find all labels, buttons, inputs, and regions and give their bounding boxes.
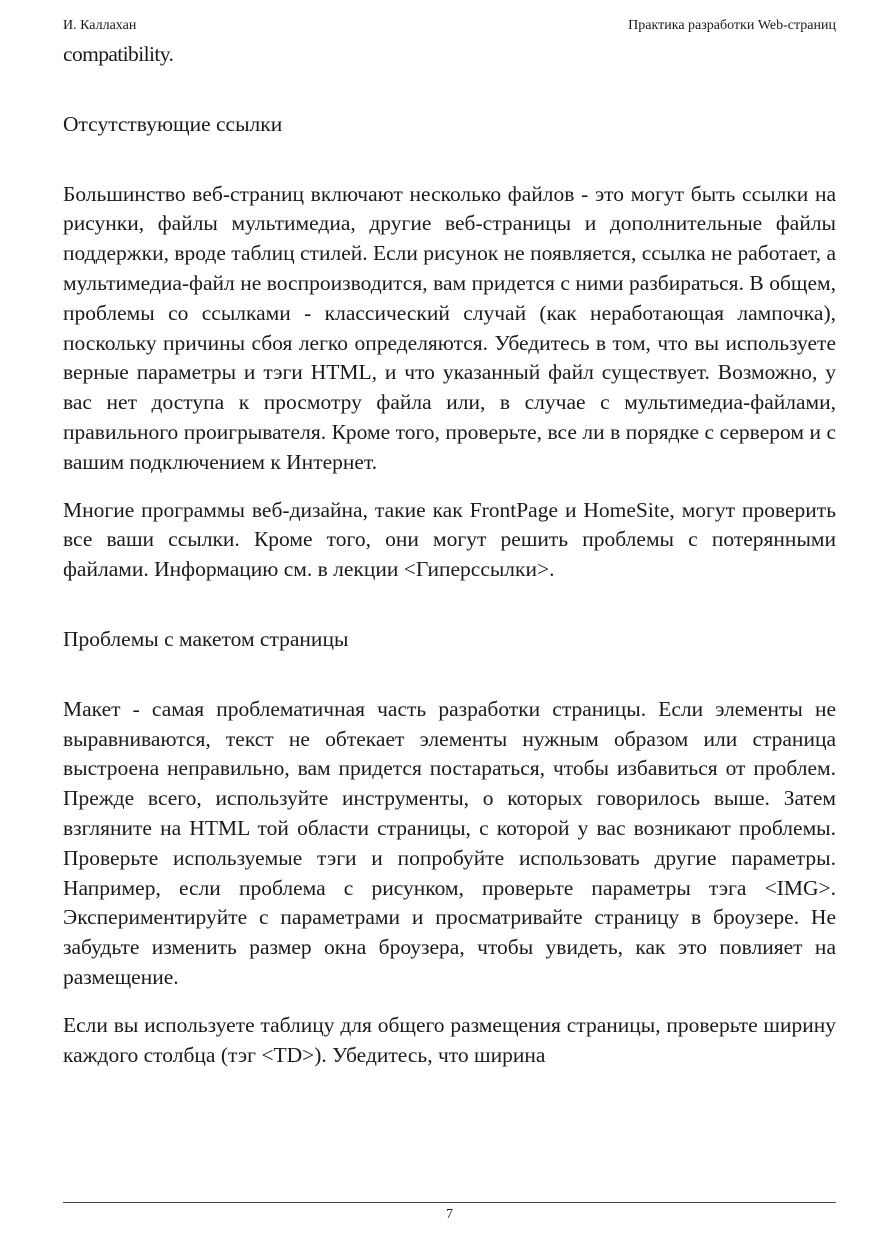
carry-over-text: compatibility. <box>63 42 174 66</box>
paragraph-layout-2: Если вы используете таблицу для общего размещения страницы, проверьте ширину каждого столбца (тэг <TD>). Убедитесь, что ширина <box>63 1012 836 1067</box>
header-course-title: Практика разработки Web-страниц <box>628 18 836 33</box>
document-body <box>63 40 836 1070</box>
page-number: 7 <box>446 1207 453 1222</box>
section-heading-layout-problems: Проблемы с макетом страницы <box>63 626 349 651</box>
page-header <box>63 16 836 36</box>
section-heading-missing-links: Отсутствующие ссылки <box>63 111 283 136</box>
header-author: И. Каллахан <box>63 18 137 33</box>
footer-divider <box>63 1202 836 1203</box>
paragraph-missing-links-1: Большинство веб-страниц включают несколько файлов - это могут быть ссылки на рисунки, файлы мультимедиа, другие веб-страницы и дополнительные файлы поддержки, вроде таблиц стилей. Если рисунок не появляется, ссылка не работает, а мультимедиа-файл не воспроизводится, вам придется с ними разбираться. В общем, проблемы со ссылками - классический случай (как неработающая лампочка), поскольку причины сбоя легко определяются. Убедитесь в том, что вы используете верные параметры и тэги HTML, и что указанный файл существует. Возможно, у вас нет доступа к просмотру файла или, в случае с мультимедиа-файлами, правильного проигрывателя. Кроме того, проверьте, все ли в порядке с сервером и с вашим подключением к Интернет. <box>63 181 836 474</box>
paragraph-missing-links-2: Многие программы веб-дизайна, такие как FrontPage и HomeSite, могут проверить все ваши ссылки. Кроме того, они могут решить проблемы с потерянными файлами. Информацию см. в лекции <Гиперссылки>. <box>63 497 836 582</box>
paragraph-layout-1: Макет - самая проблематичная часть разработки страницы. Если элементы не выравниваются, текст не обтекает элементы нужным образом или страница выстроена неправильно, вам придется постараться, чтобы избавиться от проблем. Прежде всего, используйте инструменты, о которых говорилось выше. Затем взгляните на HTML той области страницы, с которой у вас возникают проблемы. Проверьте используемые тэги и попробуйте использовать другие параметры. Например, если проблема с рисунком, проверьте параметры тэга <IMG>. Экспериментируйте с параметрами и просматривайте страницу в броузере. Не забудьте изменить размер окна броузера, чтобы увидеть, как это повлияет на размещение. <box>63 696 836 989</box>
